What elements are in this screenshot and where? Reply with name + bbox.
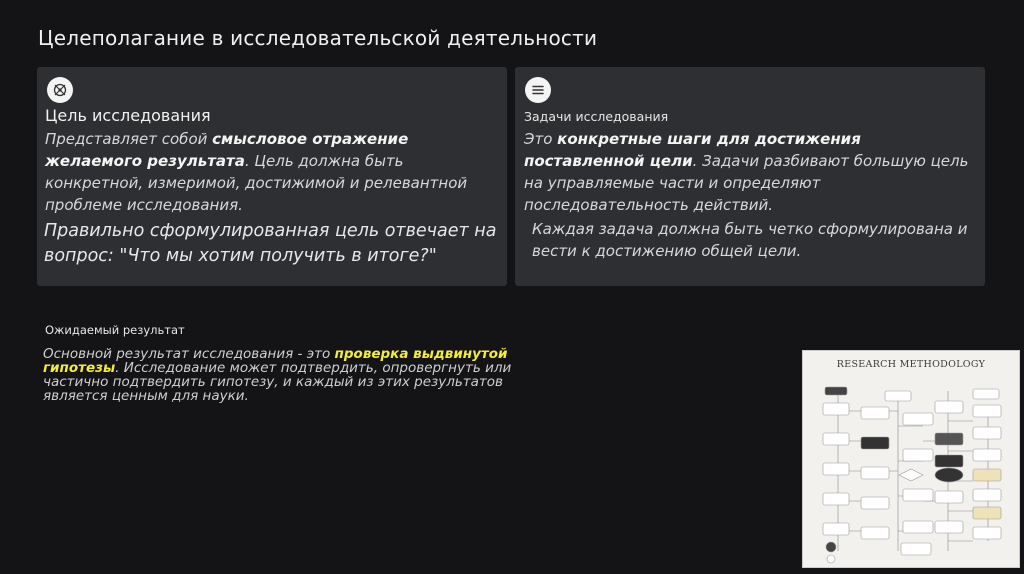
expected-description: Основной результат исследования - это проверка выдвинутой гипотезы. Исследование может подтвердить, опровергнуть или частично подтвердить гипотезу, и каждый из этих результатов является ценным для науки. (43, 346, 512, 404)
list-icon (525, 77, 551, 103)
tasks-description: Это конкретные шаги для достижения поставленной цели. Задачи разбивают большую цель на управляемые части и определяют последовательность действий. (524, 130, 969, 214)
tasks-heading: Задачи исследования (524, 109, 669, 124)
tasks-card (515, 67, 985, 286)
target-icon (47, 77, 73, 103)
tasks-quote: Каждая задача должна быть четко сформулирована и вести к достижению общей цели. (532, 220, 968, 260)
page-title: Целеполагание в исследовательской деятельности (38, 26, 598, 50)
goal-description: Представляет собой смысловое отражение желаемого результата. Цель должна быть конкретной, измеримой, достижимой и релевантной проблеме исследования. (45, 130, 468, 214)
research-methodology-image (802, 350, 1020, 568)
goal-quote: Правильно сформулированная цель отвечает на вопрос: "Что мы хотим получить в итоге?" (44, 221, 497, 266)
goal-card (37, 67, 507, 286)
thumbnail-title: RESEARCH METHODOLOGY (836, 359, 986, 370)
goal-heading: Цель исследования (45, 106, 211, 125)
flowchart-graphic (803, 351, 1019, 567)
expected-heading: Ожидаемый результат (45, 323, 185, 337)
